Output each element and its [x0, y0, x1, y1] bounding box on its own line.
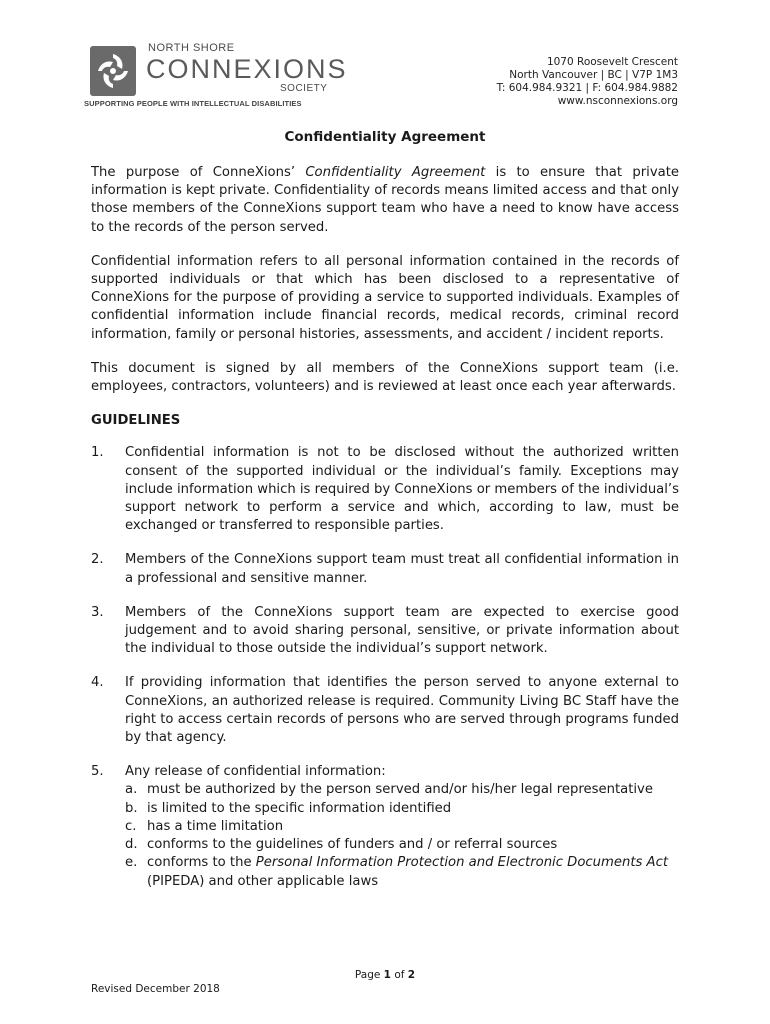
sub-list-text: is limited to the specific information identified [147, 800, 452, 816]
guidelines-heading: GUIDELINES [91, 413, 181, 429]
guideline-item [91, 604, 679, 659]
sub-list-letter: c. [125, 818, 137, 834]
logo-connexions: CONNEXIONS [146, 54, 348, 84]
sub-list-item: e. conforms to the Personal Information Protection and Electronic Documents Act (PIPEDA) and other applicable laws [125, 855, 668, 889]
sub-list-text: conforms to the guidelines of funders and / or referral sources [147, 837, 558, 853]
revision-date: Revised December 2018 [91, 983, 220, 995]
sub-list-item [125, 781, 679, 799]
logo-society: SOCIETY [280, 83, 328, 94]
guideline-item [91, 674, 679, 747]
guideline-number: 5. [91, 764, 104, 780]
logo-swirl-icon [84, 42, 142, 100]
sub-list-letter: b. [125, 800, 138, 816]
sub-list-item [125, 800, 679, 818]
guideline-text: Members of the ConneXions support team are expected to exercise good judgement and to avoid sharing personal, sensitive, or private information about the individual to those outside the individual’s support network. [125, 604, 679, 657]
address-block [497, 56, 678, 108]
guideline-number: 2. [91, 552, 104, 568]
intro-paragraph-1: The purpose of ConneXions’ Confidentiality Agreement is to ensure that private information is kept private. Confidentiality of records means limited access and that only those members of the ConneXions support team who have a need to know have access to the records of the person served. [91, 165, 679, 235]
page-number: Page 1 of 2 [354, 969, 416, 981]
sub-list-letter: d. [125, 837, 138, 853]
sub-list-item [125, 818, 679, 836]
sub-list-letter: a. [125, 782, 138, 798]
address-phone-fax: T: 604.984.9321 | F: 604.984.9882 [496, 82, 678, 94]
guideline-number: 4. [91, 675, 104, 691]
guideline-text: If providing information that identifies the person served to anyone external to ConneXions, an authorized release is required. Community Living BC Staff have the right to access certain records of persons who are served through programs funded by that agency. [125, 675, 679, 746]
guideline-item [91, 444, 679, 535]
address-street: 1070 Roosevelt Crescent [546, 56, 678, 68]
guideline-number: 1. [91, 445, 104, 461]
logo-north-shore: NORTH SHORE [148, 42, 235, 54]
document-title: Confidentiality Agreement [284, 129, 486, 145]
guideline-item [91, 763, 679, 890]
guideline-item [91, 551, 679, 587]
sub-list-text: has a time limitation [147, 818, 284, 834]
address-city: North Vancouver | BC | V7P 1M3 [509, 69, 678, 81]
sub-list-item [125, 836, 679, 854]
guideline-text: Any release of confidential information: [125, 764, 386, 780]
address-website: www.nsconnexions.org [557, 95, 678, 107]
document-body [91, 164, 679, 891]
guideline-number: 3. [91, 604, 104, 620]
guideline-text: Members of the ConneXions support team must treat all confidential information in a professional and sensitive manner. [125, 552, 679, 586]
intro-paragraph-2: Confidential information refers to all personal information contained in the records of supported individuals or that which has been disclosed to a representative of ConneXions for the purpose of providing a service to supported individuals. Examples of confidential information include financial records, medical records, criminal record information, family or personal histories, assessments, and accident / incident reports. [91, 253, 679, 342]
guideline-text: Confidential information is not to be disclosed without the authorized written consent of the supported individual or the individual’s family. Exceptions may include information which is required by ConneXions or members of the individual’s support network to perform a service and which, according to law, must be exchanged or transferred to responsible parties. [125, 445, 679, 534]
logo-tagline: SUPPORTING PEOPLE WITH INTELLECTUAL DISABILITIES [84, 99, 302, 108]
intro-paragraph-3: This document is signed by all members of the ConneXions support team (i.e. employees, contractors, volunteers) and is reviewed at least once each year afterwards. [91, 360, 679, 395]
sub-list-letter: e. [125, 855, 138, 871]
sub-list-text: must be authorized by the person served and/or his/her legal representative [147, 782, 653, 798]
